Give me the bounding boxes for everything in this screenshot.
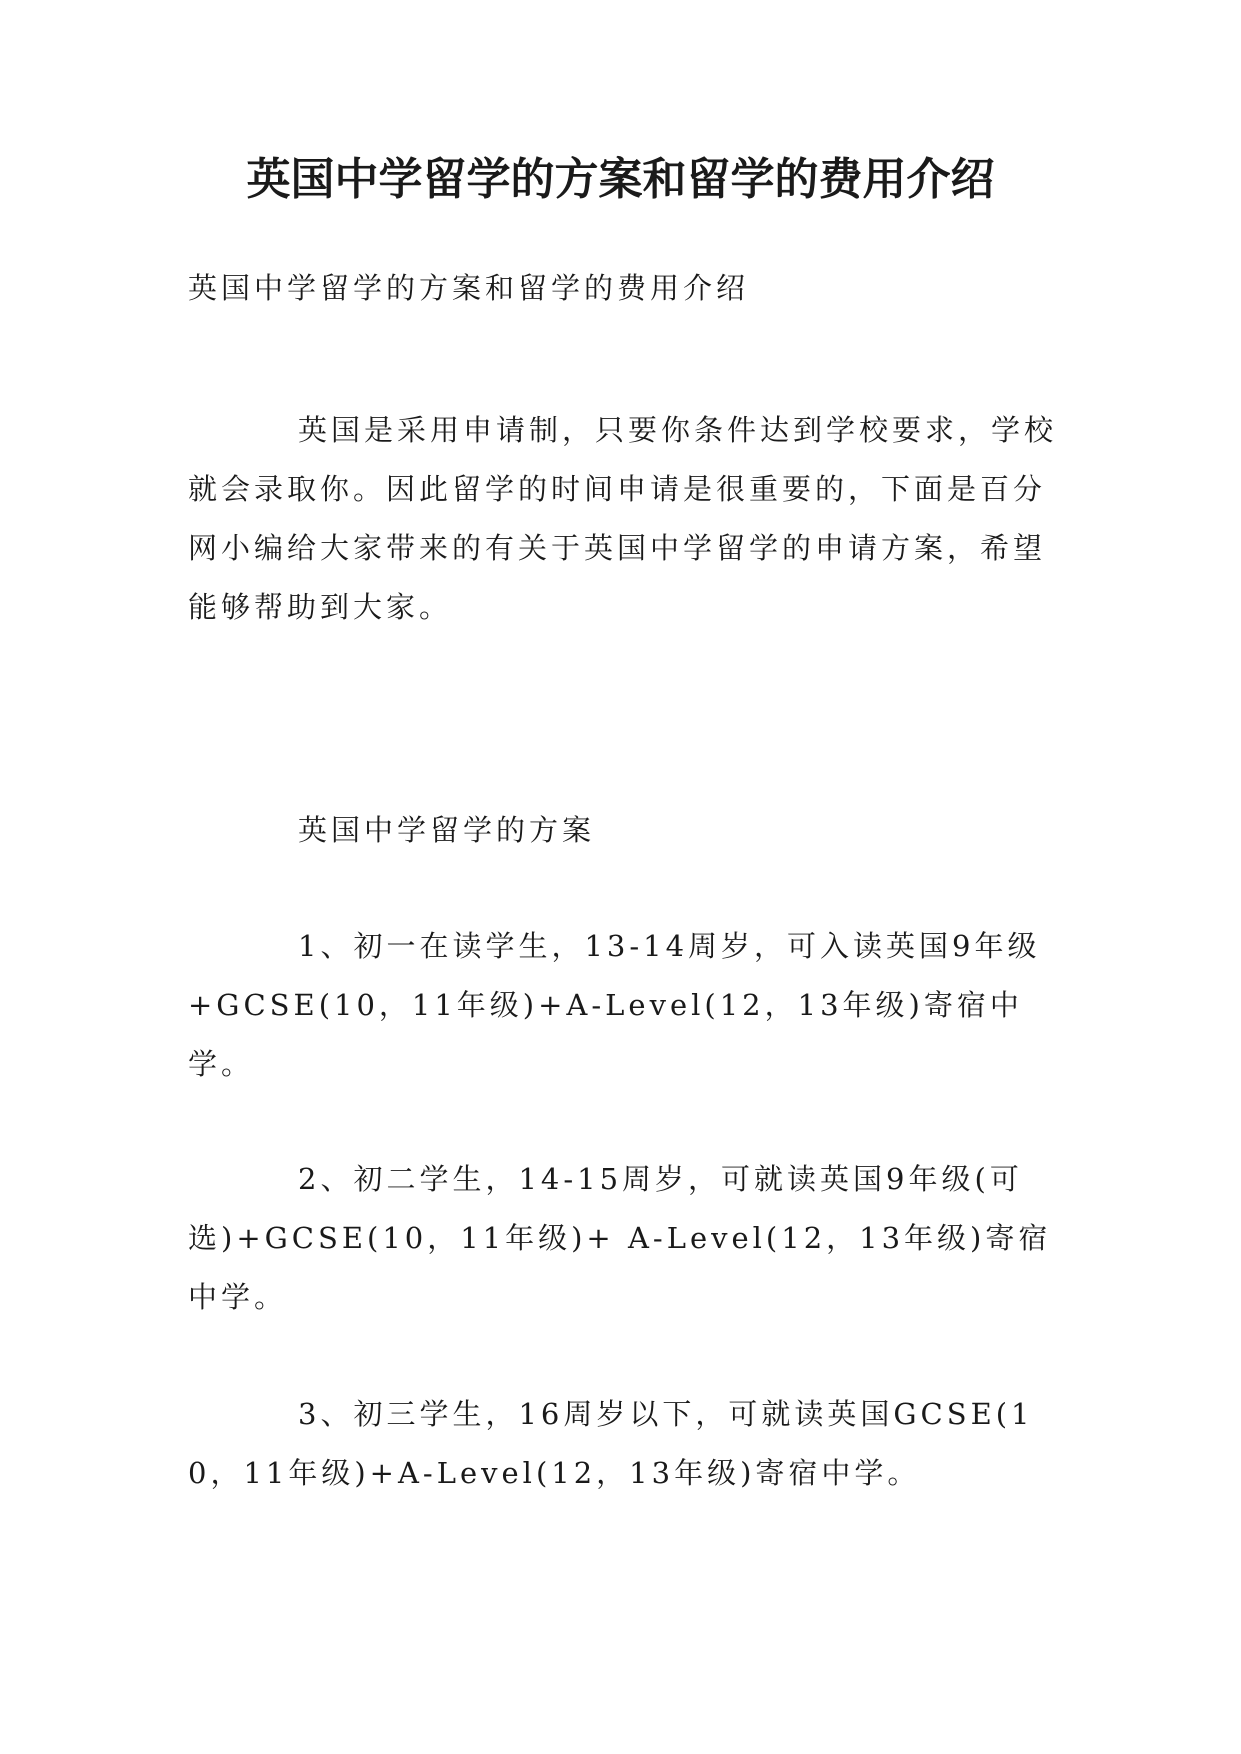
document-title: 英国中学留学的方案和留学的费用介绍 bbox=[246, 154, 995, 205]
section-heading: 英国中学留学的方案 bbox=[298, 813, 596, 847]
list-item: 2、初二学生，14-15周岁，可就读英国9年级(可选)+GCSE(10，11年级)+ A-Level(12，13年级)寄宿中学。 bbox=[188, 1162, 1052, 1314]
list-item: 1、初一在读学生，13-14周岁，可入读英国9年级+GCSE(10，11年级)+A-Level(12，13年级)寄宿中学。 bbox=[188, 929, 1041, 1081]
document-subtitle: 英国中学留学的方案和留学的费用介绍 bbox=[188, 271, 750, 305]
intro-paragraph: 英国是采用申请制，只要你条件达到学校要求，学校就会录取你。因此留学的时间申请是很重要的，下面是百分网小编给大家带来的有关于英国中学留学的申请方案，希望能够帮助到大家。 bbox=[188, 413, 1058, 624]
list-item: 3、初三学生，16周岁以下，可就读英国GCSE(10，11年级)+A-Level(12，13年级)寄宿中学。 bbox=[188, 1397, 1034, 1490]
